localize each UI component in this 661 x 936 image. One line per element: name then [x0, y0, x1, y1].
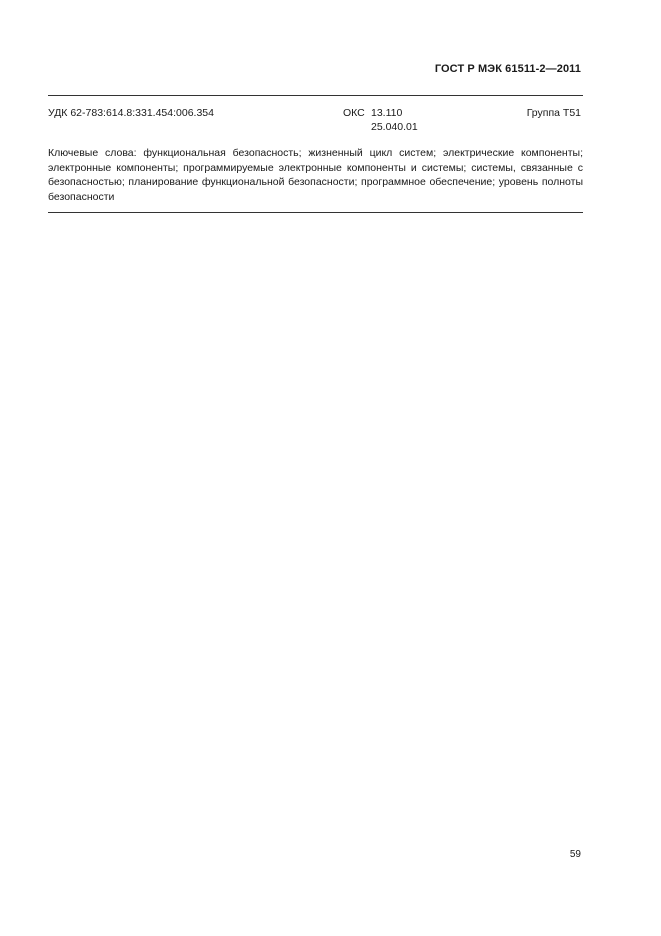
group-code: Группа Т51: [526, 107, 581, 119]
page-number: 59: [569, 849, 581, 860]
oks-label: ОКС: [343, 107, 365, 119]
oks-code-1: 13.110: [371, 107, 403, 119]
top-divider: [48, 95, 583, 96]
oks-line-1: [343, 106, 418, 120]
oks-block: [343, 106, 418, 134]
keywords-paragraph: Ключевые слова: функциональная безопасность; жизненный цикл систем; электрические компоненты; электронные компоненты; программируемые электронные компоненты и системы; системы, связанные с безопасностью; планирование функциональной безопасности; программное обеспечение; уровень полноты безопасности: [48, 147, 583, 203]
standard-header: ГОСТ Р МЭК 61511-2—2011: [434, 63, 581, 75]
udk-code: УДК 62-783:614.8:331.454:006.354: [48, 107, 214, 119]
bottom-divider: [48, 212, 583, 213]
oks-code-2: 25.040.01: [371, 121, 418, 133]
